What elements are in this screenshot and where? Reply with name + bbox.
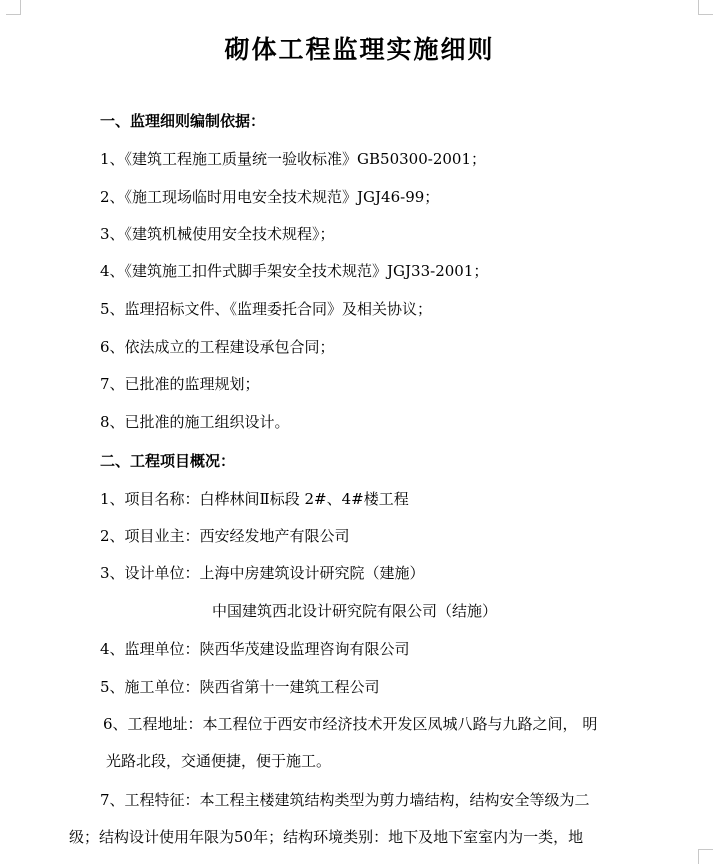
basis-item-4: 4、《建筑施工扣件式脚手架安全技术规范》JGJ33-2001； xyxy=(100,262,489,280)
construction-unit: 5、施工单位：陕西省第十一建筑工程公司 xyxy=(100,678,380,696)
project-owner: 2、项目业主：西安经发地产有限公司 xyxy=(100,527,350,545)
project-address-line-2: 光路北段，交通便捷，便于施工。 xyxy=(106,752,332,770)
basis-item-3: 3、《建筑机械使用安全技术规程》； xyxy=(100,225,335,243)
project-address-line-1: 6、工程地址：本工程位于西安市经济技术开发区凤城八路与九路之间， 明 xyxy=(103,715,598,733)
project-features-line-1: 7、工程特征：本工程主楼建筑结构类型为剪力墙结构，结构安全等级为二 xyxy=(100,791,590,809)
project-features-line-2: 级；结构设计使用年限为50年；结构环境类别：地下及地下室室内为一类，地 xyxy=(69,828,584,846)
design-unit-structural: 中国建筑西北设计研究院有限公司（结施） xyxy=(212,602,498,620)
basis-item-8: 8、已批准的施工组织设计。 xyxy=(100,413,290,431)
basis-item-5: 5、监理招标文件、《监理委托合同》及相关协议； xyxy=(100,300,433,318)
supervision-unit: 4、监理单位：陕西华茂建设监理咨询有限公司 xyxy=(100,640,410,658)
project-name: 1、项目名称：白桦林间Ⅱ标段 2#、4#楼工程 xyxy=(100,490,409,508)
section-1-heading: 一、监理细则编制依据： xyxy=(100,112,266,130)
section-2-heading: 二、工程项目概况： xyxy=(100,452,236,470)
page-corner-mark-top-right xyxy=(698,0,713,15)
basis-item-6: 6、依法成立的工程建设承包合同； xyxy=(100,338,335,356)
document-title: 砌体工程监理实施细则 xyxy=(224,35,495,64)
design-unit: 3、设计单位：上海中房建筑设计研究院（建施） xyxy=(100,564,425,582)
page-corner-mark-top-left xyxy=(6,0,21,15)
basis-item-2: 2、《施工现场临时用电安全技术规范》JGJ46-99； xyxy=(100,188,440,206)
basis-item-1: 1、《建筑工程施工质量统一验收标准》GB50300-2001； xyxy=(100,150,487,168)
basis-item-7: 7、已批准的监理规划； xyxy=(100,375,260,393)
page-corner-mark-bottom-right xyxy=(698,849,713,864)
